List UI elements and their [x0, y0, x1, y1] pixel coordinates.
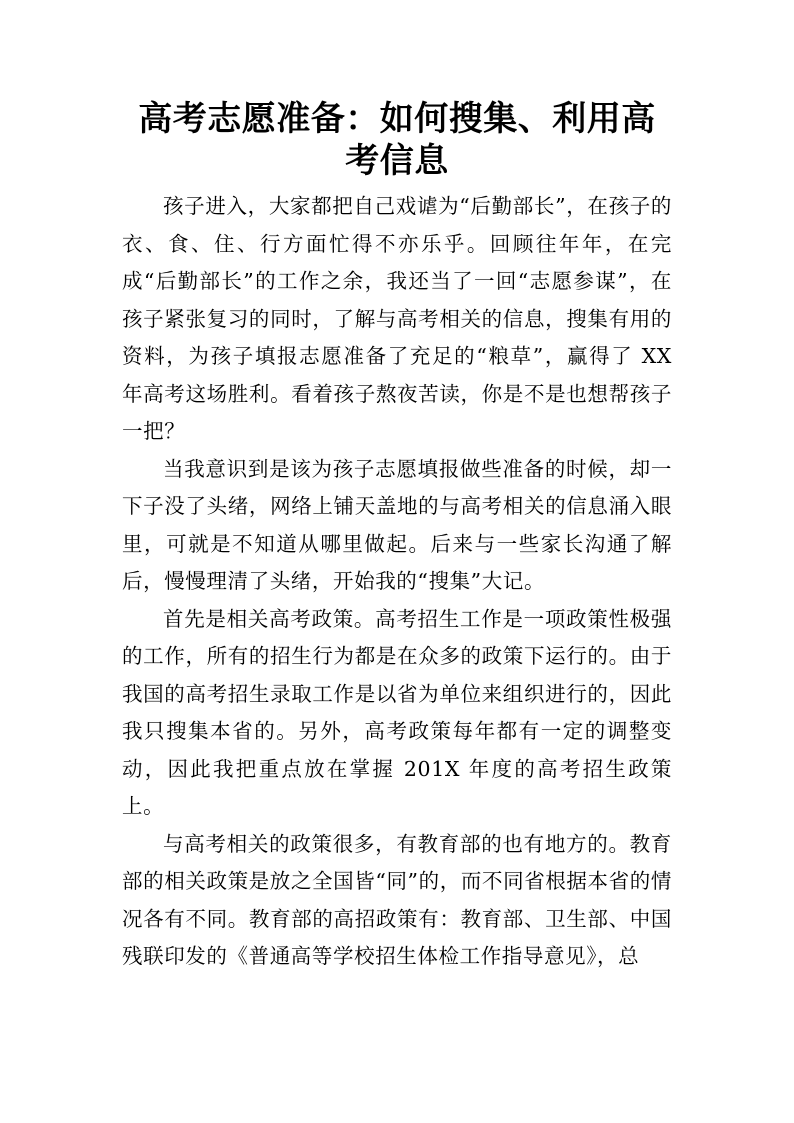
paragraph-2: 当我意识到是该为孩子志愿填报做些准备的时候，却一下子没了头绪，网络上铺天盖地的与高考相关的信息涌入眼里，可就是不知道从哪里做起。后来与一些家长沟通了解后，慢慢理清了头绪，开始我的“搜集”大记。 [122, 456, 672, 593]
paragraph-1: 孩子进入，大家都把自己戏谑为“后勤部长”，在孩子的衣、食、住、行方面忙得不亦乐乎。回顾往年年，在完成“后勤部长”的工作之余，我还当了一回“志愿参谋”，在孩子紧张复习的同时，了解与高考相关的信息，搜集有用的资料，为孩子填报志愿准备了充足的“粮草”，赢得了 XX 年高考这场胜利。看着孩子熬夜苦读，你是不是也想帮孩子一把？ [122, 194, 672, 443]
paragraph-4: 与高考相关的政策很多，有教育部的也有地方的。教育部的相关政策是放之全国皆“同”的，而不同省根据本省的情况各有不同。教育部的高招政策有：教育部、卫生部、中国残联印发的《普通高等学校招生体检工作指导意见》，总 [122, 831, 672, 968]
paragraph-3: 首先是相关高考政策。高考招生工作是一项政策性极强的工作，所有的招生行为都是在众多的政策下运行的。由于我国的高考招生录取工作是以省为单位来组织进行的，因此我只搜集本省的。另外，高考政策每年都有一定的调整变动，因此我把重点放在掌握 201X 年度的高考招生政策上。 [122, 606, 672, 818]
document-title: 高考志愿准备：如何搜集、利用高考信息 [138, 99, 656, 181]
document-body [122, 188, 672, 976]
